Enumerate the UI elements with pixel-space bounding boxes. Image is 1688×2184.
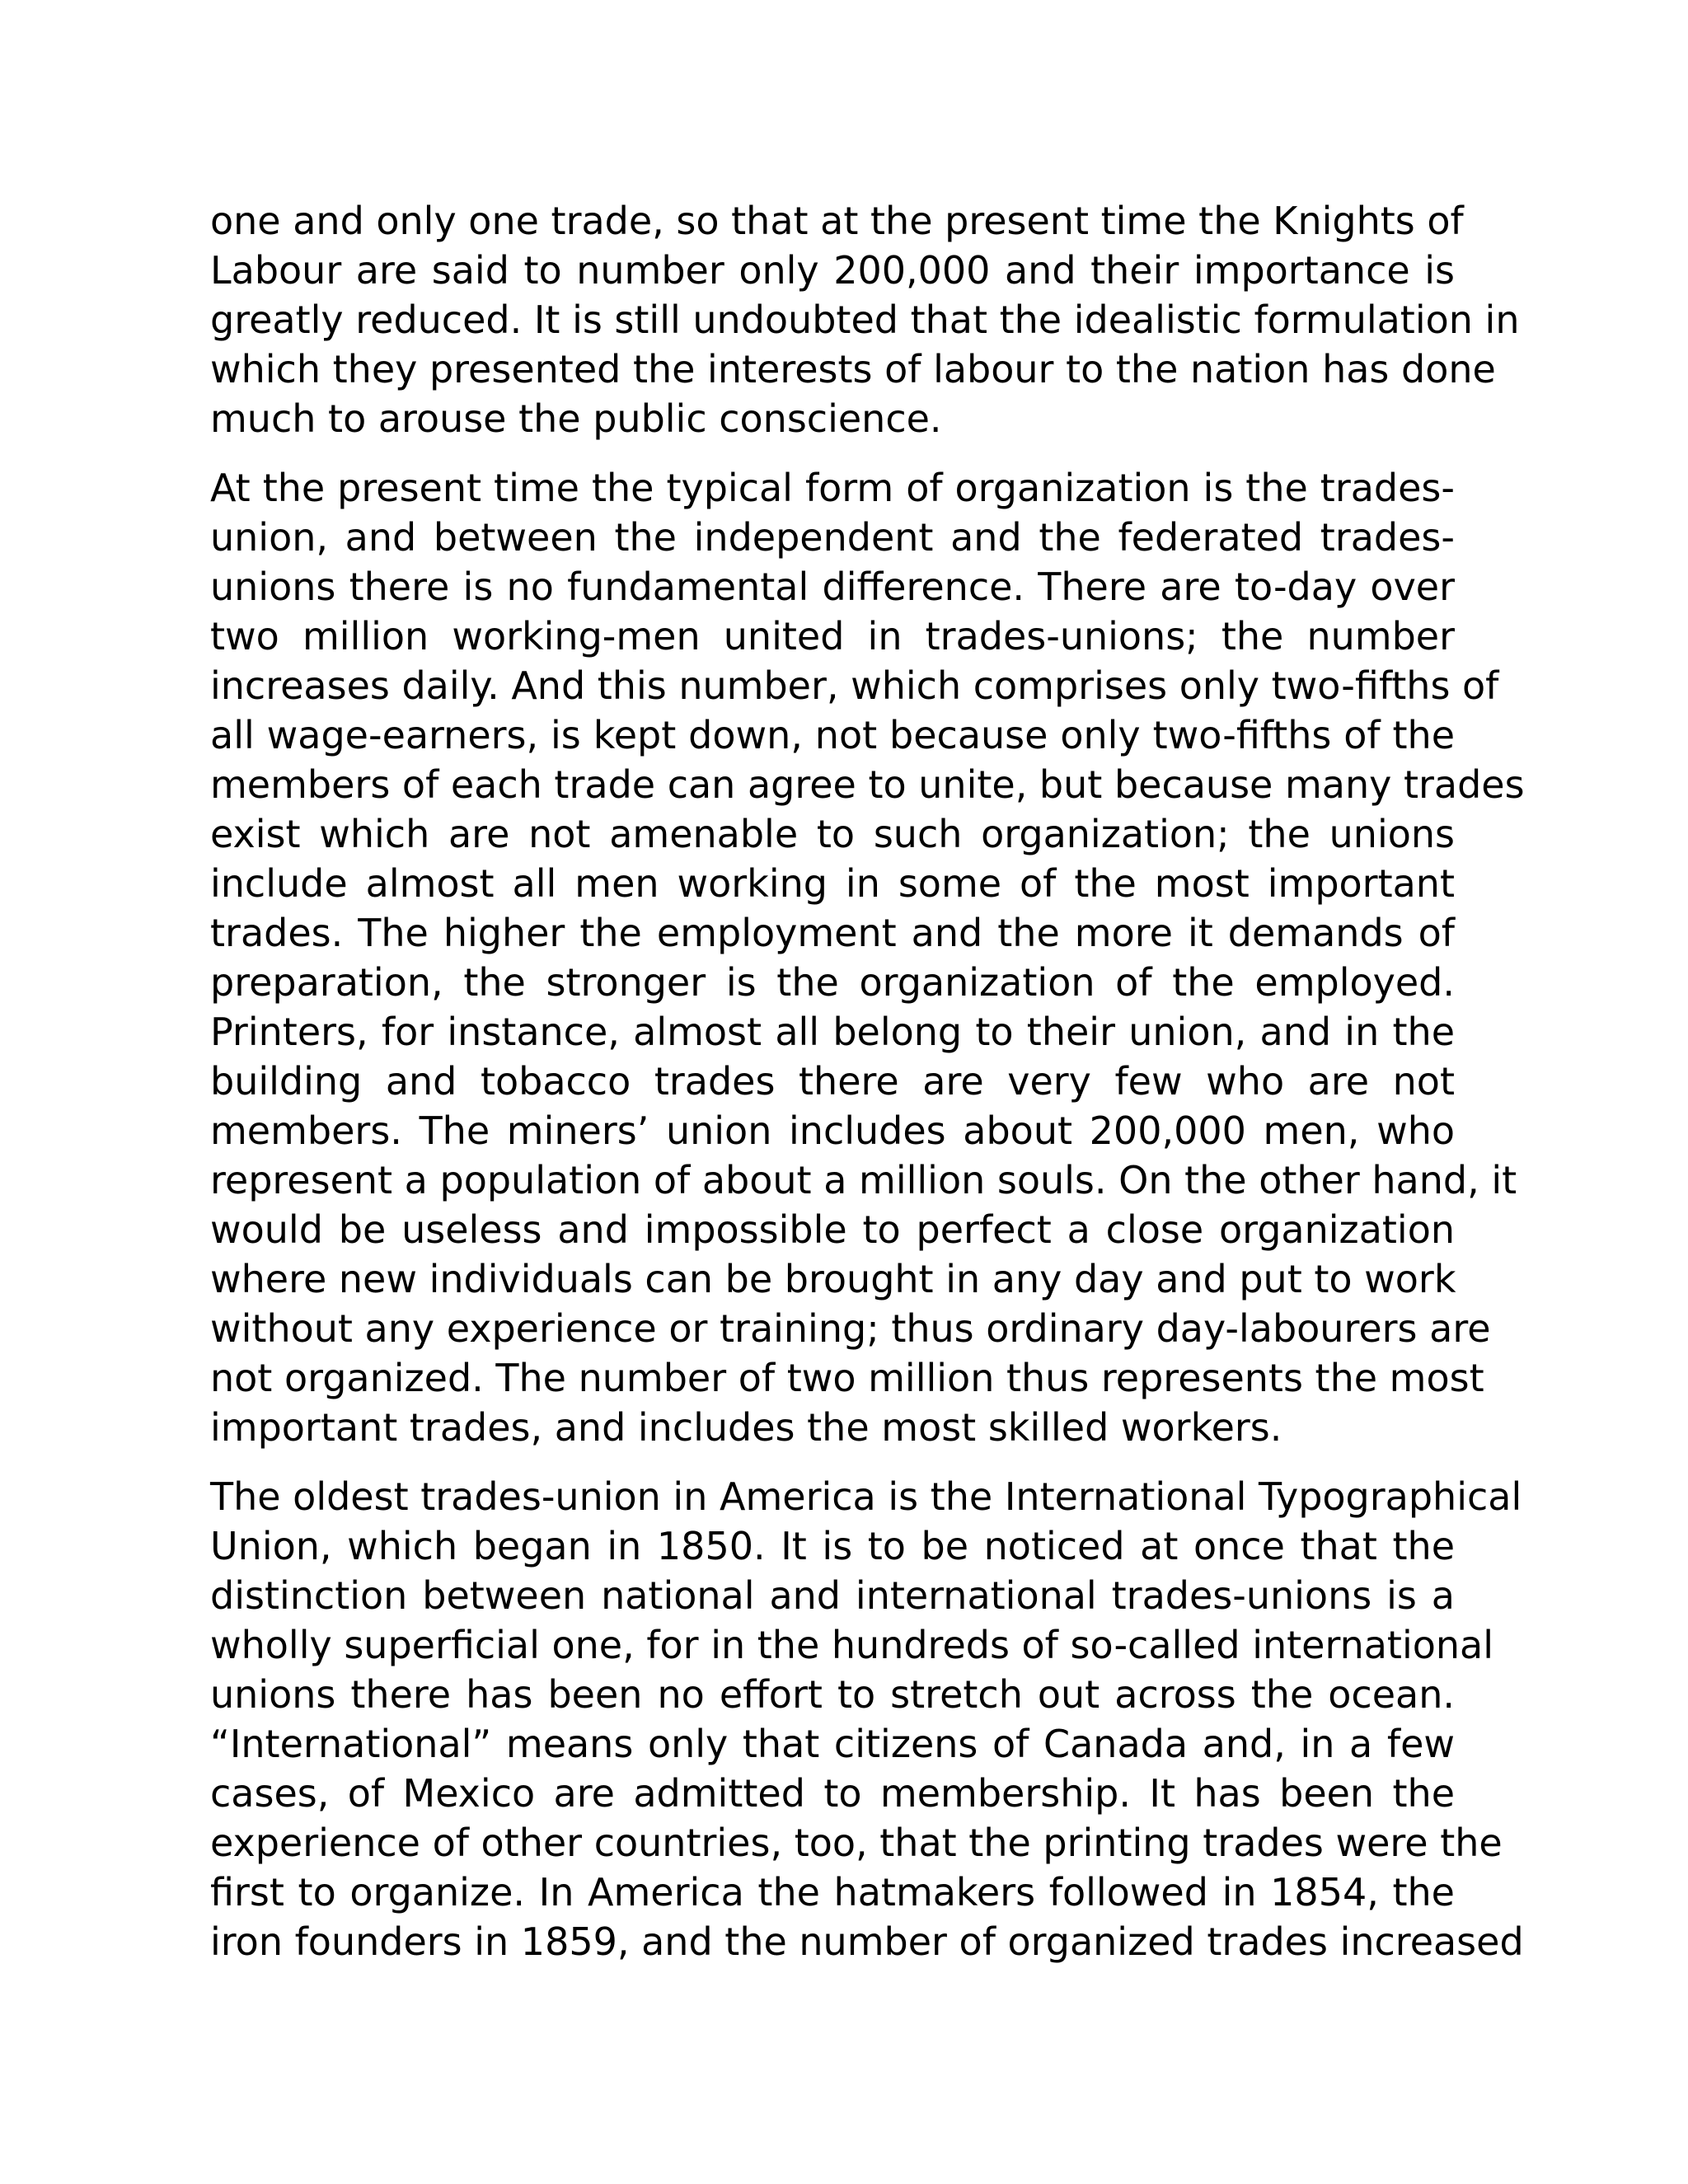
text-line: preparation, the stronger is the organization of the employed. xyxy=(210,960,1455,1005)
text-line: exist which are not amenable to such organization; the unions xyxy=(210,812,1455,856)
text-line: wholly superficial one, for in the hundreds of so-called international xyxy=(210,1623,1494,1667)
text-line: At the present time the typical form of organization is the trades- xyxy=(210,466,1455,510)
text-line: without any experience or training; thus ordinary day-labourers are xyxy=(210,1306,1491,1351)
text-line: members. The miners’ union includes about 200,000 men, who xyxy=(210,1108,1455,1153)
text-line: iron founders in 1859, and the number of organized trades increased xyxy=(210,1919,1524,1964)
text-line: would be useless and impossible to perfect a close organization xyxy=(210,1207,1455,1252)
text-line: first to organize. In America the hatmakers followed in 1854, the xyxy=(210,1870,1455,1915)
text-line: union, and between the independent and the federated trades- xyxy=(210,515,1455,560)
text-line: The oldest trades-union in America is the International Typographical xyxy=(210,1474,1522,1519)
text-line: Labour are said to number only 200,000 and their importance is xyxy=(210,248,1455,293)
text-line: important trades, and includes the most skilled workers. xyxy=(210,1405,1282,1450)
text-line: where new individuals can be brought in any day and put to work xyxy=(210,1257,1456,1301)
text-line: members of each trade can agree to unite, but because many trades xyxy=(210,762,1525,807)
text-line: two million working-men united in trades-unions; the number xyxy=(210,614,1455,658)
document-page xyxy=(210,196,1525,1986)
text-line: represent a population of about a million souls. On the other hand, it xyxy=(210,1158,1517,1202)
text-line: “International” means only that citizens of Canada and, in a few xyxy=(210,1722,1455,1766)
text-line: one and only one trade, so that at the present time the Knights of xyxy=(210,199,1464,243)
paragraph-2 xyxy=(210,463,1525,1452)
paragraph-1 xyxy=(210,196,1520,443)
text-line: greatly reduced. It is still undoubted that the idealistic formulation in xyxy=(210,298,1520,342)
text-line: unions there has been no effort to stretch out across the ocean. xyxy=(210,1672,1455,1717)
text-line: much to arouse the public conscience. xyxy=(210,396,942,441)
text-line: Printers, for instance, almost all belong to their union, and in the xyxy=(210,1010,1455,1054)
text-line: include almost all men working in some of the most important xyxy=(210,861,1455,906)
paragraph-3 xyxy=(210,1472,1524,1966)
text-line: Union, which began in 1850. It is to be noticed at once that the xyxy=(210,1524,1455,1568)
text-line: trades. The higher the employment and the more it demands of xyxy=(210,911,1455,955)
text-line: distinction between national and international trades-unions is a xyxy=(210,1573,1455,1618)
text-line: building and tobacco trades there are very few who are not xyxy=(210,1059,1455,1104)
text-line: all wage-earners, is kept down, not because only two-fifths of the xyxy=(210,713,1455,757)
text-line: unions there is no fundamental difference. There are to-day over xyxy=(210,565,1455,609)
text-line: experience of other countries, too, that the printing trades were the xyxy=(210,1821,1503,1865)
text-line: not organized. The number of two million thus represents the most xyxy=(210,1356,1484,1400)
text-line: increases daily. And this number, which comprises only two-fifths of xyxy=(210,663,1499,708)
text-line: which they presented the interests of labour to the nation has done xyxy=(210,347,1496,391)
text-line: cases, of Mexico are admitted to membership. It has been the xyxy=(210,1771,1455,1816)
